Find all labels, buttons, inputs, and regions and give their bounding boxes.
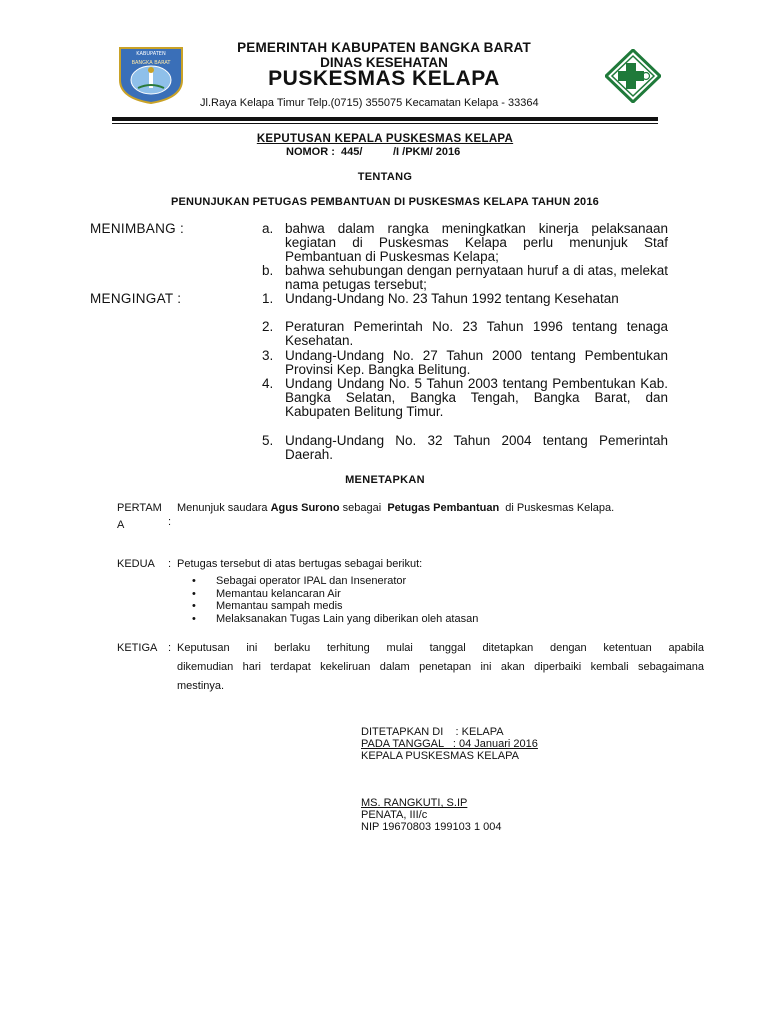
kedua-colon: :	[168, 558, 172, 570]
decree-number: NOMOR : 445/ /I /PKM/ 2016	[286, 146, 461, 158]
menimbang-label: MENIMBANG :	[90, 221, 185, 236]
kedua-bullet-list	[190, 575, 478, 625]
mengingat-item-1	[262, 292, 668, 306]
menimbang-item-a	[262, 222, 668, 264]
menimbang-item-b	[262, 264, 668, 292]
list-marker: 1.	[262, 291, 274, 306]
mengingat-item-2	[262, 320, 668, 348]
mengingat-item-3	[262, 349, 668, 377]
pertama-role: Petugas Pembantuan	[387, 502, 500, 514]
ketiga-line-3: mestinya.	[177, 680, 225, 692]
list-text: Undang-Undang No. 27 Tahun 2000 tentang Pembentukan Provinsi Kep. Bangka Belitung.	[285, 348, 668, 377]
pertama-text	[177, 502, 614, 514]
ketiga-line-2: dikemudian hari terdapat kekeliruan dalam penetapan ini akan diperbaiki kembali sebagaimana	[177, 661, 704, 673]
list-item: • Sebagai operator IPAL dan Insenerator	[190, 575, 478, 588]
list-text: Undang Undang No. 5 Tahun 2003 tentang Pembentukan Kab. Bangka Selatan, Bangka Tengah, Bangka Barat, dan Kabupaten Belitung Timur.	[285, 376, 668, 419]
pertama-label-2: A	[117, 519, 125, 531]
pertama-text-3: di Puskesmas Kelapa.	[499, 502, 615, 514]
header-department: DINAS KESEHATAN	[320, 55, 448, 70]
list-marker: 3.	[262, 348, 274, 363]
list-item: • Memantau sampah medis	[190, 600, 478, 613]
signature-date: PADA TANGGAL : 04 Januari 2016	[361, 738, 538, 750]
pertama-text-2: sebagai	[339, 502, 388, 514]
decree-title: KEPUTUSAN KEPALA PUSKESMAS KELAPA	[256, 133, 514, 145]
list-text: Undang-Undang No. 32 Tahun 2004 tentang Pemerintah Daerah.	[285, 433, 668, 462]
kedua-label: KEDUA	[117, 558, 155, 570]
ketiga-label: KETIGA	[117, 642, 158, 654]
list-text: bahwa sehubungan dengan pernyataan huruf a di atas, melekat nama petugas tersebut;	[285, 263, 668, 292]
pertama-label-1: PERTAM	[117, 502, 162, 514]
pertama-name: Agus Surono	[270, 502, 340, 514]
signature-position: KEPALA PUSKESMAS KELAPA	[361, 750, 519, 762]
ketiga-line-1: Keputusan ini berlaku terhitung mulai tanggal ditetapkan dengan ketentuan apabila	[177, 642, 704, 654]
mengingat-item-5	[262, 434, 668, 462]
list-marker: a.	[262, 221, 274, 236]
pertama-colon: :	[168, 516, 172, 528]
mengingat-item-4	[262, 377, 668, 419]
list-text: Undang-Undang No. 23 Tahun 1992 tentang Kesehatan	[285, 291, 619, 306]
crest-bangka-barat-label: BANGKA BARAT	[131, 60, 171, 66]
ketiga-colon: :	[168, 642, 172, 654]
list-marker: 4.	[262, 376, 274, 391]
crest-kabupaten-label: KABUPATEN	[136, 51, 166, 57]
signatory-rank: PENATA, III/c	[361, 809, 428, 821]
decree-subject: PENUNJUKAN PETUGAS PEMBANTUAN DI PUSKESMAS KELAPA TAHUN 2016	[170, 196, 599, 208]
kedua-text: Petugas tersebut di atas bertugas sebagai berikut:	[177, 558, 423, 570]
signatory-name: MS. RANGKUTI, S.IP	[361, 797, 468, 809]
list-marker: b.	[262, 263, 274, 278]
list-text: Peraturan Pemerintah No. 23 Tahun 1996 tentang tenaga Kesehatan.	[285, 319, 668, 348]
list-marker: 2.	[262, 319, 274, 334]
header-puskesmas: PUSKESMAS KELAPA	[268, 67, 500, 90]
signatory-nip: NIP 19670803 199103 1 004	[361, 821, 502, 833]
list-item: • Memantau kelancaran Air	[190, 588, 478, 601]
list-item: • Melaksanakan Tugas Lain yang diberikan oleh atasan	[190, 613, 478, 626]
signature-place: DITETAPKAN DI : KELAPA	[361, 726, 504, 738]
header-address: Jl.Raya Kelapa Timur Telp.(0715) 355075 Kecamatan Kelapa - 33364	[200, 97, 539, 109]
header-government: PEMERINTAH KABUPATEN BANGKA BARAT	[237, 40, 531, 55]
list-marker: 5.	[262, 433, 274, 448]
list-text: bahwa dalam rangka meningkatkan kinerja pelaksanaan kegiatan di Puskesmas Kelapa perlu menunjuk Staf Pembantuan di Puskesmas Kelapa;	[285, 221, 668, 264]
mengingat-label: MENGINGAT :	[90, 291, 182, 306]
header-rule-thick	[112, 117, 658, 121]
header-rule-thin	[112, 123, 658, 124]
decree-tentang: TENTANG	[357, 171, 413, 183]
menetapkan-heading: MENETAPKAN	[345, 474, 425, 486]
pertama-text-1: Menunjuk saudara	[177, 502, 271, 514]
